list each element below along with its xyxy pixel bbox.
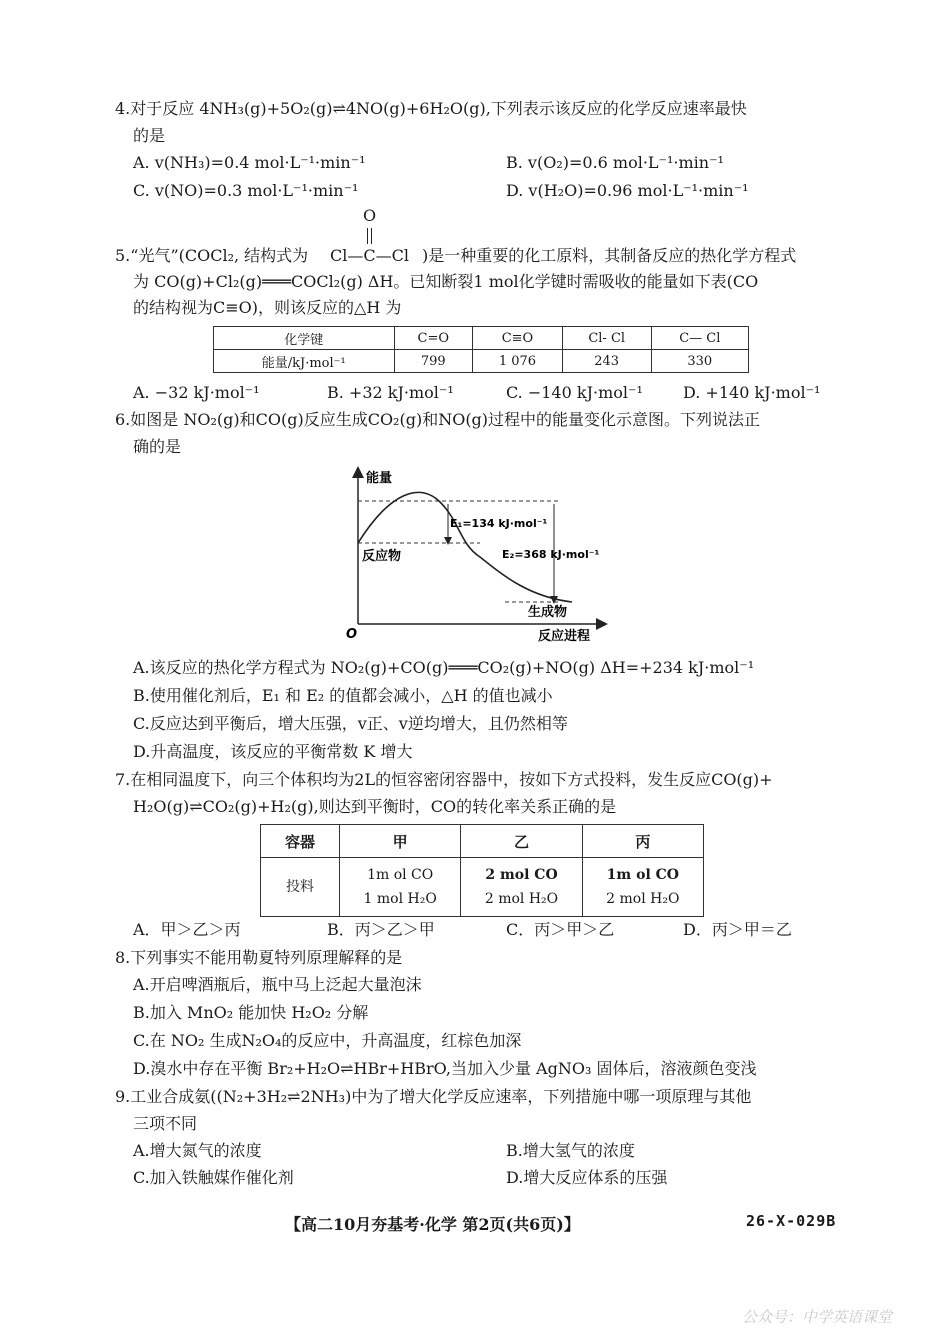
q7-stem-line2: H₂O(g)⇌CO₂(g)+H₂(g),则达到平衡时，CO的转化率关系正确的是 [133, 797, 617, 816]
q5-bond-energy-table [213, 326, 749, 373]
q5-stem-line2: 为 CO(g)+Cl₂(g)═══COCl₂(g) ΔH。已知断裂1 mol化学键时需吸收的能量如下表(CO [133, 272, 759, 291]
cell-line: 2 mol H₂O [606, 891, 680, 907]
q5-struct-formula: Cl—C—Cl [330, 246, 409, 265]
q5-stem-line1: 5.“光气”(COCl₂, 结构式为 [115, 246, 309, 265]
table-header-row [214, 327, 749, 350]
q5-struct-bond-vertical-2 [371, 228, 373, 244]
table-cell: 乙 [461, 825, 582, 858]
cell-line: 1m ol CO [367, 867, 434, 883]
q7-feed-table [260, 824, 704, 917]
q5-struct-bond-vertical [367, 228, 369, 244]
origin-label: O [346, 627, 358, 642]
table-cell: 1 076 [473, 350, 563, 373]
q9-stem-line2: 三项不同 [133, 1114, 198, 1133]
page-footer-title: 【高二10月夯基考·化学 第2页(共6页)】 [285, 1215, 580, 1234]
table-cell: 能量/kJ·mol⁻¹ [214, 350, 395, 373]
reactant-label: 反应物 [362, 549, 402, 564]
q9-option-b: B.增大氢气的浓度 [506, 1141, 635, 1160]
q5-struct-oxygen: O [363, 206, 377, 225]
q4-option-c: C. v(NO)=0.3 mol·L⁻¹·min⁻¹ [133, 181, 359, 200]
y-axis-label: 能量 [366, 471, 393, 486]
x-axis-label: 反应进程 [538, 629, 591, 644]
watermark: 公众号：中学英语课堂 [742, 1308, 893, 1326]
q9-option-a: A.增大氮气的浓度 [133, 1141, 262, 1160]
q7-option-d: D．丙＞甲＝乙 [683, 920, 792, 939]
table-cell [461, 858, 582, 917]
q5-stem-line1-tail: )是一种重要的化工原料，其制备反应的热化学方程式 [422, 246, 797, 265]
q8-stem: 8.下列事实不能用勒夏特列原理解释的是 [115, 948, 403, 967]
q6-option-b: B.使用催化剂后，E₁ 和 E₂ 的值都会减小，△H 的值也减小 [133, 686, 553, 705]
table-cell [582, 858, 703, 917]
table-cell: C— Cl [651, 327, 748, 350]
q5-option-a: A. −32 kJ·mol⁻¹ [133, 383, 260, 402]
q4-option-b: B. v(O₂)=0.6 mol·L⁻¹·min⁻¹ [506, 153, 724, 172]
cell-line: 2 mol CO [485, 867, 558, 883]
q7-option-a: A．甲＞乙＞丙 [133, 920, 241, 939]
q8-option-b: B.加入 MnO₂ 能加快 H₂O₂ 分解 [133, 1003, 369, 1022]
table-header-row [261, 825, 704, 858]
table-cell: 化学键 [214, 327, 395, 350]
table-cell: C=O [394, 327, 473, 350]
q9-option-c: C.加入铁触媒作催化剂 [133, 1168, 294, 1187]
table-cell: 容器 [261, 825, 340, 858]
q6-option-c: C.反应达到平衡后，增大压强，v正、v逆均增大，且仍然相等 [133, 714, 568, 733]
q4-stem-line2: 的是 [133, 126, 166, 145]
e1-label: E₁=134 kJ·mol⁻¹ [450, 517, 548, 530]
table-cell: 330 [651, 350, 748, 373]
product-label: 生成物 [528, 605, 568, 620]
paper-code: 26-X-029B [746, 1212, 837, 1230]
q4-option-d: D. v(H₂O)=0.96 mol·L⁻¹·min⁻¹ [506, 181, 749, 200]
q5-option-d: D. +140 kJ·mol⁻¹ [683, 383, 821, 402]
table-cell: 799 [394, 350, 473, 373]
q9-stem-line1: 9.工业合成氨((N₂+3H₂⇌2NH₃)中为了增大化学反应速率，下列措施中哪一项原理与其他 [115, 1087, 752, 1106]
q8-option-a: A.开启啤酒瓶后，瓶中马上泛起大量泡沫 [133, 975, 422, 994]
q6-stem-line2: 确的是 [133, 437, 182, 456]
table-cell [340, 858, 461, 917]
q4-stem-line1: 4.对于反应 4NH₃(g)+5O₂(g)⇌4NO(g)+6H₂O(g),下列表示该反应的化学反应速率最快 [115, 99, 747, 118]
table-cell: Cl- Cl [562, 327, 651, 350]
table-cell: 投料 [261, 858, 340, 917]
table-cell: 丙 [582, 825, 703, 858]
cell-line: 2 mol H₂O [484, 891, 559, 907]
cell-line: 1 mol H₂O [363, 891, 437, 907]
q7-option-b: B．丙＞乙＞甲 [327, 920, 435, 939]
q6-stem-line1: 6.如图是 NO₂(g)和CO(g)反应生成CO₂(g)和NO(g)过程中的能量变化示意图。下列说法正 [115, 410, 761, 429]
table-cell: 243 [562, 350, 651, 373]
q5-stem-line3: 的结构视为C≡O)，则该反应的△H 为 [133, 298, 402, 317]
q8-option-d: D.溴水中存在平衡 Br₂+H₂O⇌HBr+HBrO,当加入少量 AgNO₃ 固体后，溶液颜色变浅 [133, 1059, 757, 1078]
q9-option-d: D.增大反应体系的压强 [506, 1168, 668, 1187]
q4-option-a: A. v(NH₃)=0.4 mol·L⁻¹·min⁻¹ [133, 153, 366, 172]
table-row [261, 858, 704, 917]
q5-option-b: B. +32 kJ·mol⁻¹ [327, 383, 454, 402]
energy-profile-diagram [340, 462, 610, 646]
table-cell: 甲 [340, 825, 461, 858]
q7-option-c: C．丙＞甲＞乙 [506, 920, 615, 939]
q6-option-d: D.升高温度，该反应的平衡常数 K 增大 [133, 742, 413, 761]
q8-option-c: C.在 NO₂ 生成N₂O₄的反应中，升高温度，红棕色加深 [133, 1031, 522, 1050]
q6-option-a: A.该反应的热化学方程式为 NO₂(g)+CO(g)═══CO₂(g)+NO(g) ΔH=+234 kJ·mol⁻¹ [133, 658, 755, 677]
table-cell: C≡O [473, 327, 563, 350]
q7-stem-line1: 7.在相同温度下，向三个体积均为2L的恒容密闭容器中，按如下方式投料，发生反应CO(g)+ [115, 770, 773, 789]
table-row [214, 350, 749, 373]
q5-option-c: C. −140 kJ·mol⁻¹ [506, 383, 643, 402]
e2-label: E₂=368 kJ·mol⁻¹ [502, 548, 600, 561]
cell-line: 1m ol CO [606, 867, 679, 883]
